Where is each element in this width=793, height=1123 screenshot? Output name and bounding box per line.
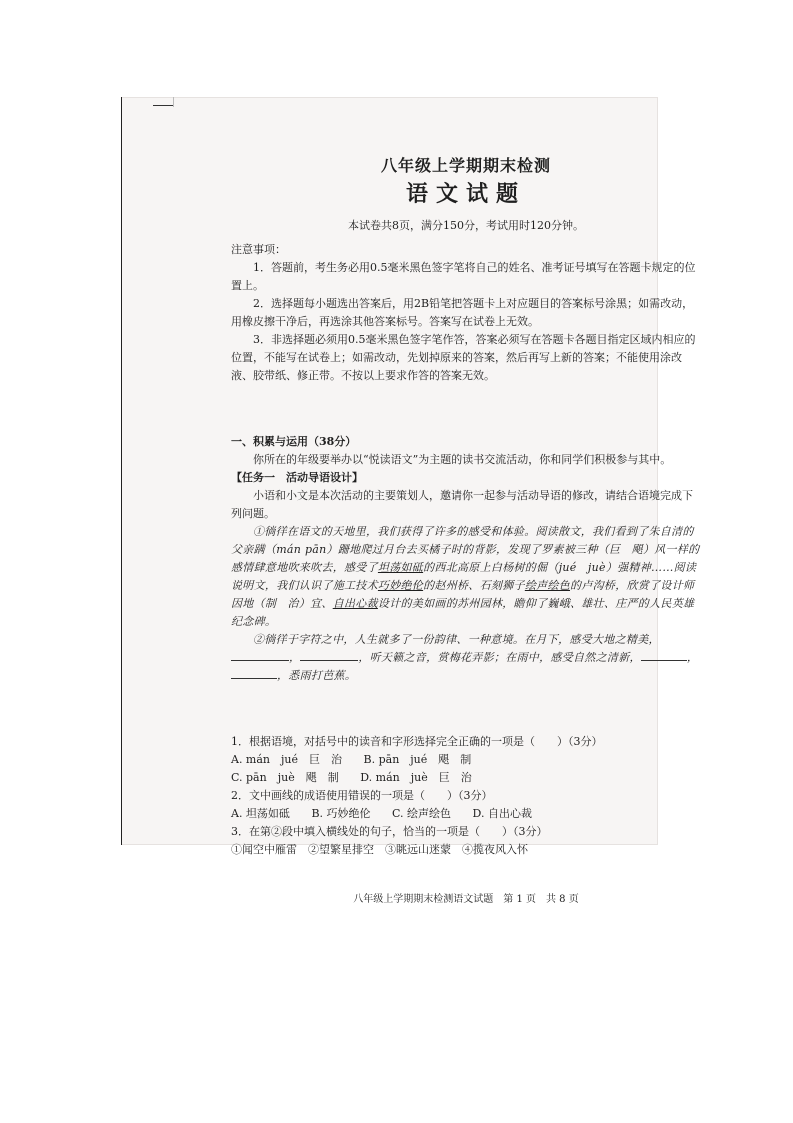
- scan-corner-mark: [153, 105, 173, 106]
- question-2: 2．文中画线的成语使用错误的一项是（ ）（3分）: [231, 789, 493, 802]
- question-2-options: [231, 805, 701, 823]
- notice-head: 注意事项：: [231, 243, 286, 256]
- question-1-options: [231, 751, 701, 769]
- option-d: D. mán juè 巨 治: [360, 771, 472, 784]
- section-intro: 你所在的年级要举办以“悦读语文”为主题的读书交流活动，你和同学们积极参与其中。: [253, 453, 672, 466]
- passage-paragraph-1: ①徜徉在语文的天地里，我们获得了许多的感受和体验。阅读散文，我们看到了朱自清的父亲蹒（mán pān）跚地爬过月台去买橘子时的背影，发现了罗素被三种（巨 飓）风一样的感情肆意地吹来吹去，感受了坦荡如砥的西北高原上白杨树的倔（jué juè）强精神……阅读说明文，我们认识了施工技术巧妙绝伦的赵州桥、石刻狮子绘声绘色的卢沟桥，欣赏了设计师因地（制 治）宜、自出心裁设计的美如画的苏州园林，瞻仰了巍峨、雄壮、庄严的人民英雄纪念碑。: [231, 525, 700, 628]
- fill-blank: [641, 650, 687, 661]
- page-footer: 八年级上学期期末检测语文试题 第 1 页 共 8 页: [353, 894, 579, 905]
- question-1-options-row2: [231, 769, 701, 787]
- underlined-idiom-2: 巧妙绝伦: [377, 579, 424, 592]
- question-3-items: ①闻空中雁雷 ②望繁星排空 ③眺远山迷蒙 ④揽夜风入怀: [231, 843, 528, 856]
- option-b: B. 巧妙绝伦: [311, 807, 371, 820]
- option-c: C. 绘声绘色: [392, 807, 452, 820]
- questions-block: [231, 733, 701, 859]
- fill-blank: [300, 650, 358, 661]
- question-3: 3．在第②段中填入横线处的句子，恰当的一项是（ ）（3分）: [231, 825, 548, 838]
- underlined-idiom-1: 坦荡如砥: [377, 561, 424, 574]
- underlined-idiom-3: 绘声绘色: [524, 579, 571, 592]
- fill-blank: [231, 668, 277, 679]
- option-b: B. pān jué 飓 制: [363, 753, 472, 766]
- notice-item-3: 3．非选择题必须用0.5毫米黑色签字笔作答，答案必须写在答题卡各题目指定区域内相应的位置，不能写在试卷上；如需改动，先划掉原来的答案，然后再写上新的答案；不能使用涂改液、胶带纸、修正带。不按以上要求作答的答案无效。: [231, 333, 696, 382]
- scan-edge-line: [121, 97, 122, 845]
- section-heading: 一、积累与运用（38分）: [231, 435, 357, 448]
- task-heading: 【任务一 活动导语设计】: [231, 471, 363, 484]
- passage-paragraph-2: ②徜徉于字符之中，人生就多了一份韵律、一种意境。在月下，感受大地之精美，， ，听天籁之音，赏梅花弄影；在雨中，感受自然之清新， ，，悉雨打芭蕉。: [231, 631, 701, 685]
- option-a: A. mán jué 巨 治: [231, 753, 343, 766]
- fill-blank: [231, 650, 289, 661]
- subject-title: 语文试题: [405, 181, 526, 207]
- option-d: D. 自出心裁: [472, 807, 532, 820]
- underlined-idiom-4: 自出心裁: [332, 597, 378, 610]
- notice-item-1: 1．答题前，考生务必用0.5毫米黑色签字笔将自己的姓名、准考证号填写在答题卡规定的位置上。: [231, 261, 696, 292]
- task-intro: 小语和小文是本次活动的主要策划人，邀请你一起参与活动导语的修改，请结合语境完成下列问题。: [231, 489, 693, 520]
- scanned-page: [121, 97, 700, 905]
- notice-block: [231, 241, 701, 385]
- option-a: A. 坦荡如砥: [231, 807, 290, 820]
- exam-info: 本试卷共8页，满分150分，考试用时120分钟。: [348, 219, 584, 232]
- section-one: [231, 433, 701, 685]
- exam-title: 八年级上学期期末检测: [380, 156, 551, 175]
- scan-tick-mark: [173, 97, 174, 107]
- question-1: 1．根据语境，对括号中的读音和字形选择完全正确的一项是（ ）（3分）: [231, 735, 603, 748]
- option-c: C. pān juè 飓 制: [231, 771, 339, 784]
- notice-item-2: 2．选择题每小题选出答案后，用2B铅笔把答题卡上对应题目的答案标号涂黑；如需改动，用橡皮擦干净后，再选涂其他答案标号。答案写在试卷上无效。: [231, 297, 694, 328]
